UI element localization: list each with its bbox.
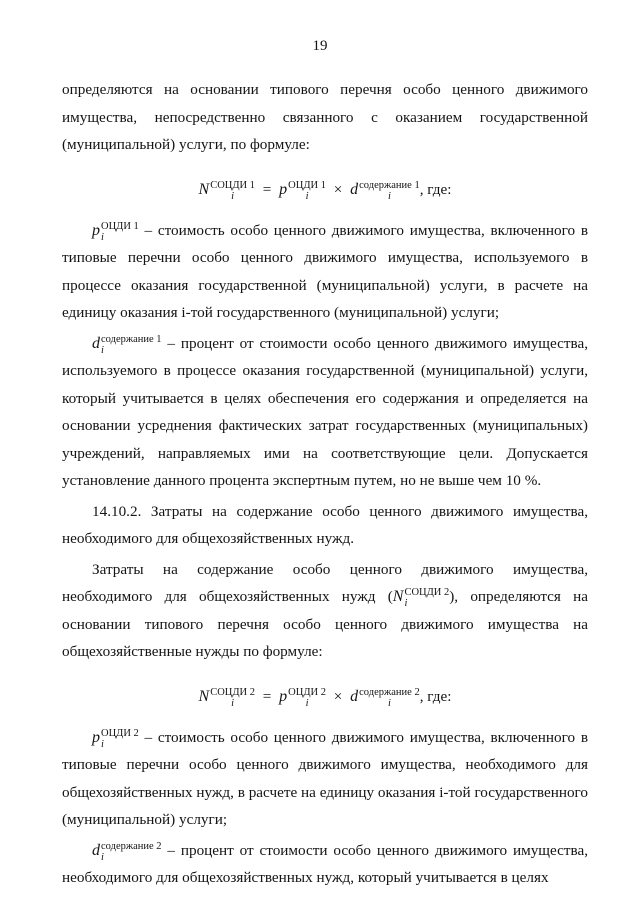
paragraph-intro: определяются на основании типового перечня особо ценного движимого имущества, непосредственно связанного с оказанием государственной (муниципальной) услуги, по формуле:: [62, 81, 588, 153]
def-3-sup: ОЦДИ 2: [101, 727, 139, 739]
formula-2-tail: , где:: [419, 687, 452, 705]
def-2-var: d: [92, 334, 100, 352]
def-3-var: p: [92, 728, 100, 746]
def-2-text: – процент от стоимости особо ценного движимого имущества, используемого в процессе оказания государственной (муниципальной) услуги, который учитывается в целях обеспечения его содержания и определяется на основании усреднения фактических затрат государственных (муниципальных) учреждений, направляемых ими на соответствующие цели. Допускается установление данного процента экспертным путем, но не выше чем 10 %.: [62, 334, 588, 489]
def-4-var: d: [92, 841, 100, 859]
para-2-after: ), определяются на основании типового перечня особо ценного движимого имущества на общехозяйственные нужды по формуле:: [62, 588, 588, 660]
formula-1-p-sub: i: [305, 190, 309, 202]
page-number: 19: [312, 38, 328, 54]
formula-1-times: ×: [333, 180, 343, 198]
def-4-sub: i: [101, 851, 104, 863]
formula-1: [62, 175, 588, 205]
formula-2-p-sup: ОЦДИ 2: [288, 686, 326, 698]
def-4-text: – процент от стоимости особо ценного движимого имущества, необходимого для общехозяйственных нужд, который учитывается в целях: [62, 841, 588, 886]
formula-2: [62, 682, 588, 712]
def-3-text: – стоимость особо ценного движимого имущества, включенного в типовые перечни особо ценного движимого имущества, необходимого для общехозяйственных нужд, в расчете на единицу оказания i-той государственного (муниципальной) услуги;: [62, 728, 588, 828]
formula-2-n-sup: СОЦДИ 2: [210, 686, 255, 698]
para-2-var: N: [392, 588, 404, 605]
def-1-text: – стоимость особо ценного движимого имущества, включенного в типовые перечни особо ценного движимого имущества, используемого в процессе оказания государственной (муниципальной) услуги, в расчете на единицу оказания i-той государственного (муниципальной) услуги;: [62, 221, 588, 321]
def-1-sup: ОЦДИ 1: [101, 220, 139, 232]
formula-2-d-sup: содержание 2: [359, 686, 420, 698]
definition-p1: [62, 217, 588, 327]
formula-1-n-sup: СОЦДИ 1: [210, 179, 255, 191]
formula-2-d-var: d: [350, 687, 359, 705]
para-2-sup: СОЦДИ 2: [404, 587, 450, 599]
formula-1-n-sub: i: [231, 190, 235, 202]
formula-1-p-var: p: [279, 180, 288, 198]
para-2-sub: i: [404, 598, 408, 610]
def-3-sub: i: [101, 738, 104, 750]
formula-1-d-sub: i: [387, 190, 391, 202]
def-1-sub: i: [101, 231, 104, 243]
formula-2-n-var: N: [198, 687, 210, 705]
definition-p2: [62, 724, 588, 834]
para-2-before: Затраты на содержание особо ценного движимого имущества, необходимого для общехозяйственных нужд (: [62, 560, 588, 605]
paragraph-general-needs: [62, 556, 588, 666]
page-content: [62, 76, 588, 892]
def-2-sup: содержание 1: [101, 333, 162, 345]
definition-d2: [62, 837, 588, 892]
formula-2-d-sub: i: [387, 697, 391, 709]
formula-1-n-var: N: [198, 180, 210, 198]
definition-d1: [62, 330, 588, 495]
formula-1-tail: , где:: [419, 180, 452, 198]
formula-1-d-var: d: [350, 180, 359, 198]
formula-2-equals: =: [262, 687, 272, 705]
formula-2-p-var: p: [279, 687, 288, 705]
def-4-sup: содержание 2: [101, 840, 162, 852]
formula-2-p-sub: i: [305, 697, 309, 709]
formula-1-equals: =: [262, 180, 272, 198]
formula-1-p-sup: ОЦДИ 1: [288, 179, 326, 191]
def-2-sub: i: [101, 344, 104, 356]
formula-2-n-sub: i: [231, 697, 235, 709]
section-heading-14-10-2: 14.10.2. Затраты на содержание особо ценного движимого имущества, необходимого для общехозяйственных нужд.: [62, 502, 588, 547]
formula-2-times: ×: [333, 687, 343, 705]
def-1-var: p: [92, 221, 100, 239]
formula-1-d-sup: содержание 1: [359, 179, 420, 191]
